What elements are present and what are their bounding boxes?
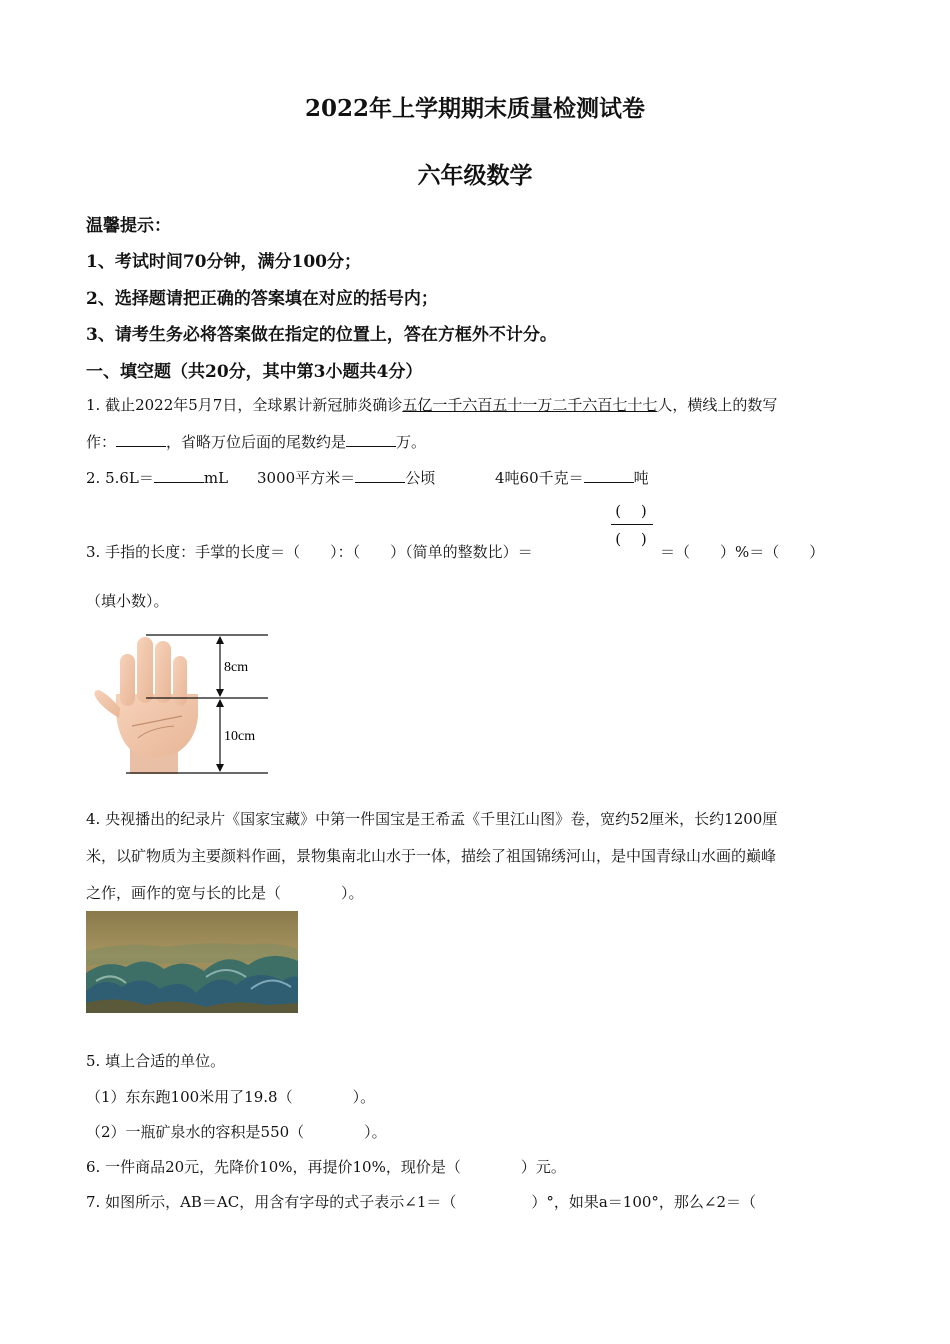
question-6: 6. 一件商品20元，先降价10%，再提价10%，现价是（ ）元。: [86, 1158, 566, 1176]
q2-c-unit: 吨: [633, 469, 649, 487]
finger-length-label: 8cm: [224, 660, 249, 675]
question-4-line-1: 4. 央视播出的纪录片《国家宝藏》中第一件国宝是王希孟《千里江山图》卷，宽约52厘米，长约1200厘: [86, 810, 778, 828]
q2-c-prefix: 4吨60千克＝: [495, 469, 584, 487]
q2-c-blank[interactable]: [584, 468, 634, 483]
question-4-line-3: 之作，画作的宽与长的比是（ ）。: [86, 884, 364, 902]
question-4-line-2: 米，以矿物质为主要颜料作画，景物集南北山水于一体，描绘了祖国锦绣河山，是中国青绿山水画的巅峰: [86, 847, 777, 865]
tips-heading: 温馨提示：: [86, 216, 171, 236]
exam-subtitle: 六年级数学: [417, 162, 533, 189]
q2-a-unit: mL: [203, 469, 229, 487]
question-3-line-1: 3. 手指的长度：手掌的长度＝（ ）：（ ）（简单的整数比）＝: [86, 543, 533, 561]
question-3-line-2: （填小数）。: [86, 592, 169, 610]
landscape-painting-image: [86, 911, 298, 1013]
q2-b-unit: 公顷: [405, 469, 436, 487]
question-5-part-1: （1）东东跑100米用了19.8（ ）。: [86, 1088, 376, 1106]
q3-fraction-numerator[interactable]: ( ): [615, 502, 647, 520]
tip-item-2: 2、选择题请把正确的答案填在对应的括号内；: [86, 289, 438, 309]
tip-item-3: 3、请考生务必将答案做在指定的位置上，答在方框外不计分。: [86, 325, 557, 345]
palm-length-label: 10cm: [224, 729, 256, 744]
q1-prefix: 1. 截止2022年5月7日，全球累计新冠肺炎确诊: [86, 396, 403, 414]
q1-answer-blank-2[interactable]: [346, 432, 396, 447]
q1-answer-blank-1[interactable]: [116, 432, 166, 447]
q2-a-prefix: 2. 5.6L＝: [86, 469, 154, 487]
q3-fraction-denominator[interactable]: ( ): [615, 530, 647, 548]
q2-b-prefix: 3000平方米＝: [257, 469, 356, 487]
q2-a-blank[interactable]: [154, 468, 204, 483]
q1-suffix: 人，横线上的数写: [657, 396, 778, 414]
question-2-part-b: [257, 467, 435, 488]
question-7: 7. 如图所示，AB＝AC，用含有字母的式子表示∠1＝（ ）°，如果a＝100°，那么∠2＝（: [86, 1193, 757, 1211]
q2-b-blank[interactable]: [355, 468, 405, 483]
question-2-part-a: [86, 467, 228, 488]
hand-figure: [86, 628, 276, 780]
q1-approx-label: ，省略万位后面的尾数约是: [166, 433, 347, 451]
question-1-line-2: [86, 431, 426, 452]
question-5-title: 5. 填上合适的单位。: [86, 1052, 226, 1070]
q1-unit: 万。: [396, 433, 427, 451]
q1-underlined-number: 五亿一千六百五十一万二千六百七十七: [402, 396, 658, 414]
tip-item-1: 1、考试时间70分钟，满分100分；: [86, 252, 361, 272]
question-1-line-1: [86, 394, 777, 415]
question-5-part-2: （2）一瓶矿泉水的容积是550（ ）。: [86, 1123, 387, 1141]
hand-icon: [95, 637, 198, 774]
q3-fraction-bar: [611, 524, 653, 525]
question-3-after-fraction: ＝（ ）%＝（ ）: [660, 543, 825, 561]
q1-write-label: 作：: [86, 433, 117, 451]
section-heading: 一、填空题（共20分，其中第3小题共4分）: [86, 362, 423, 382]
exam-title: 2022年上学期期末质量检测试卷: [304, 95, 645, 122]
question-2-part-c: [495, 467, 649, 488]
